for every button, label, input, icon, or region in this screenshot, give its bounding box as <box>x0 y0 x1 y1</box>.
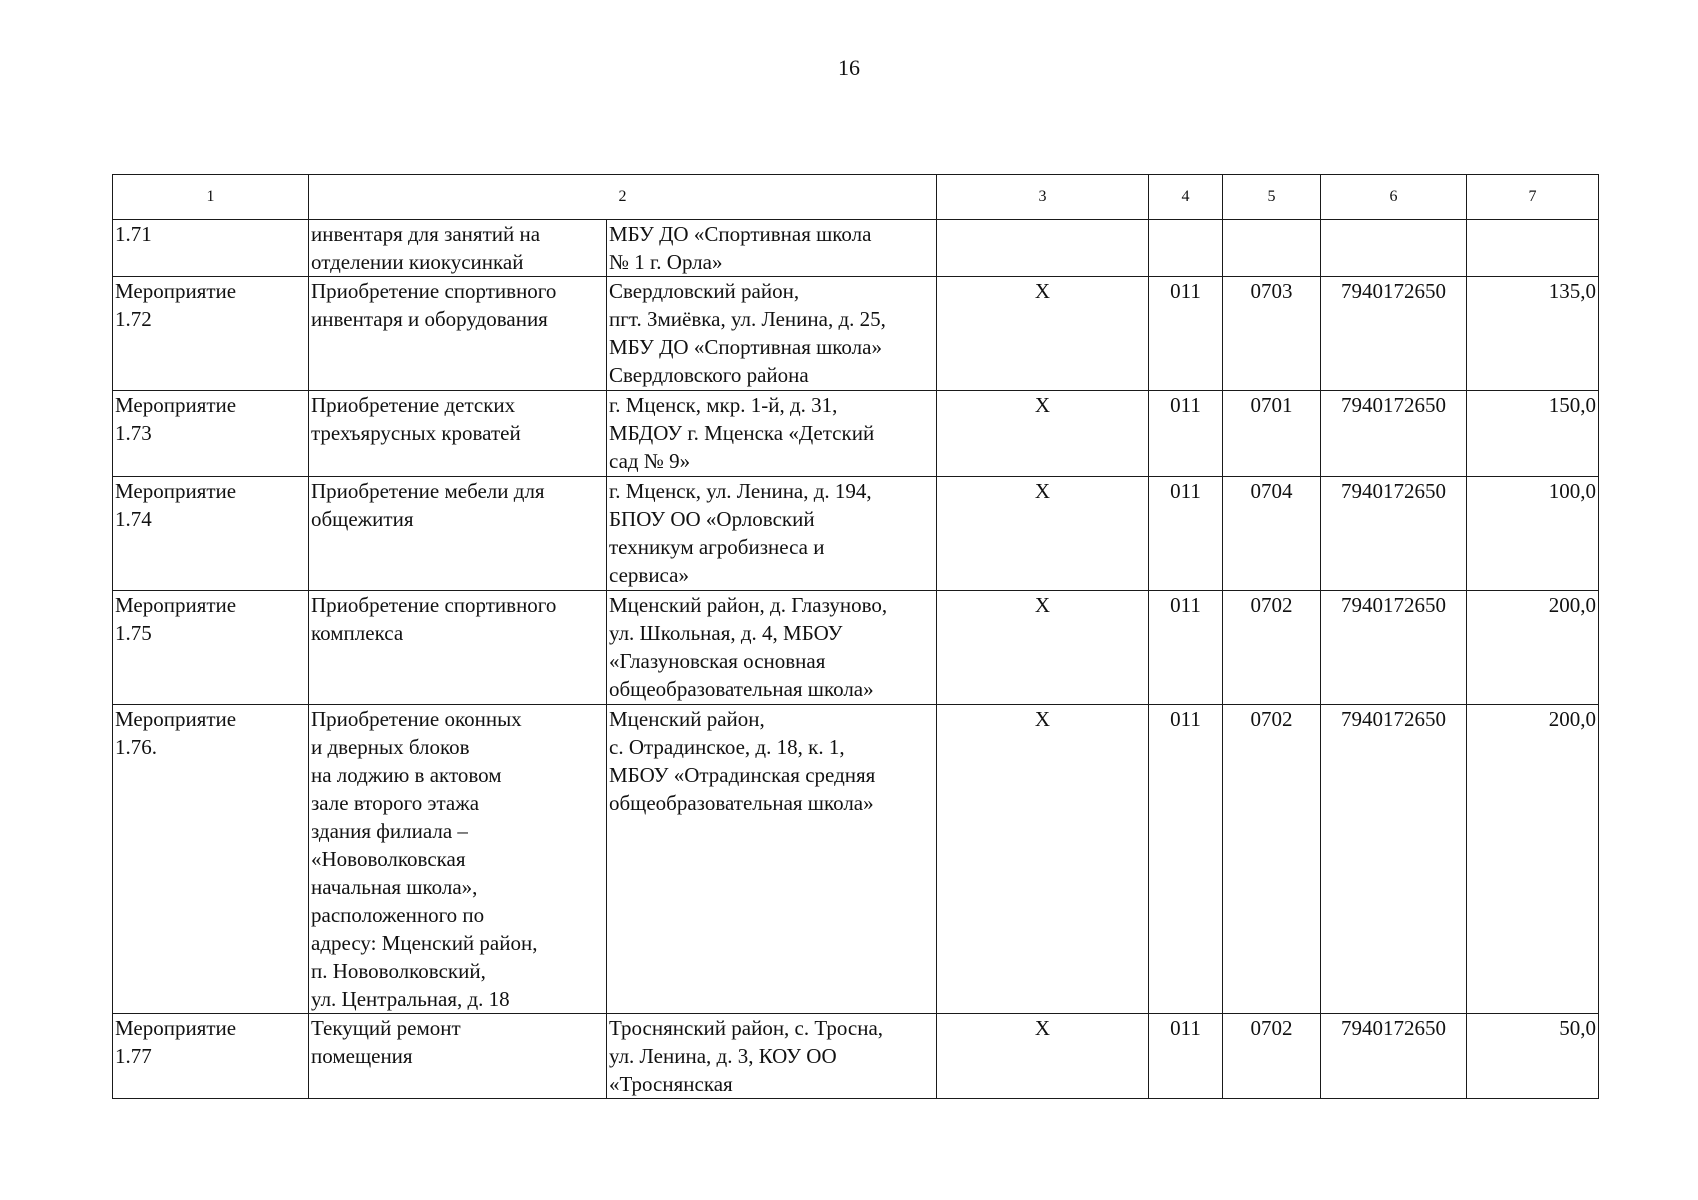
header-cell: 6 <box>1321 175 1467 220</box>
event-number-cell-line: 1.76. <box>115 735 157 759</box>
event-number-cell-line: 1.72 <box>115 307 152 331</box>
col7-amount-cell: 50,0 <box>1467 1014 1599 1099</box>
col6-cell: 7940172650 <box>1321 277 1467 391</box>
event-number-cell-line: Мероприятие <box>115 593 237 617</box>
event-name-cell-line: отделении киокусинкай <box>311 250 524 274</box>
location-cell-line: сервиса» <box>609 563 689 587</box>
header-cell: 4 <box>1149 175 1223 220</box>
col3-cell: X <box>937 591 1149 705</box>
col3-cell <box>937 220 1149 277</box>
table-row <box>113 220 1599 277</box>
event-number-cell-line: 1.77 <box>115 1044 152 1068</box>
header-cell: 2 <box>309 175 937 220</box>
col7-amount-cell: 100,0 <box>1467 477 1599 591</box>
col7-amount-cell <box>1467 220 1599 277</box>
table-row <box>113 591 1599 705</box>
event-name-cell-line: начальная школа», <box>311 875 478 899</box>
location-cell-line: Троснянский район, с. Тросна, <box>609 1016 884 1040</box>
location-cell-line: сад № 9» <box>609 449 691 473</box>
event-number-cell <box>113 391 309 477</box>
location-cell-line: г. Мценск, ул. Ленина, д. 194, <box>609 479 872 503</box>
location-cell-line: МБОУ «Отрадинская средняя <box>609 763 876 787</box>
location-cell <box>607 1014 937 1099</box>
table-row <box>113 391 1599 477</box>
col5-cell: 0702 <box>1223 1014 1321 1099</box>
location-cell <box>607 220 937 277</box>
location-cell <box>607 591 937 705</box>
event-name-cell <box>309 277 607 391</box>
location-cell-line: г. Мценск, мкр. 1-й, д. 31, <box>609 393 838 417</box>
location-cell-line: Свердловский район, <box>609 279 800 303</box>
location-cell-line: МБУ ДО «Спортивная школа <box>609 222 872 246</box>
location-cell-line: «Троснянская <box>609 1072 733 1096</box>
header-row <box>113 175 1599 220</box>
event-number-cell-line: 1.75 <box>115 621 152 645</box>
location-cell-line: Мценский район, д. Глазуново, <box>609 593 888 617</box>
event-name-cell-line: помещения <box>311 1044 413 1068</box>
event-number-cell-line: Мероприятие <box>115 707 237 731</box>
table-row <box>113 277 1599 391</box>
col3-cell: X <box>937 477 1149 591</box>
col5-cell: 0704 <box>1223 477 1321 591</box>
col6-cell: 7940172650 <box>1321 1014 1467 1099</box>
event-name-cell-line: «Нововолковская <box>311 847 466 871</box>
event-name-cell-line: комплекса <box>311 621 404 645</box>
header-cell: 3 <box>937 175 1149 220</box>
location-cell-line: общеобразовательная школа» <box>609 791 874 815</box>
table-row <box>113 705 1599 1014</box>
event-name-cell-line: Текущий ремонт <box>311 1016 461 1040</box>
event-name-cell-line: Приобретение спортивного <box>311 593 557 617</box>
col5-cell: 0701 <box>1223 391 1321 477</box>
event-number-cell <box>113 477 309 591</box>
col4-cell: 011 <box>1149 391 1223 477</box>
col6-cell: 7940172650 <box>1321 591 1467 705</box>
event-name-cell <box>309 477 607 591</box>
location-cell-line: «Глазуновская основная <box>609 649 826 673</box>
location-cell-line: МБУ ДО «Спортивная школа» <box>609 335 882 359</box>
col3-cell: X <box>937 391 1149 477</box>
event-name-cell-line: зале второго этажа <box>311 791 480 815</box>
event-name-cell-line: Приобретение детских <box>311 393 516 417</box>
location-cell-line: Мценский район, <box>609 707 765 731</box>
header-cell: 7 <box>1467 175 1599 220</box>
col6-cell: 7940172650 <box>1321 705 1467 1014</box>
event-name-cell <box>309 591 607 705</box>
location-cell-line: МБДОУ г. Мценска «Детский <box>609 421 875 445</box>
location-cell-line: БПОУ ОО «Орловский <box>609 507 815 531</box>
col4-cell: 011 <box>1149 277 1223 391</box>
event-number-cell-line: Мероприятие <box>115 279 237 303</box>
event-name-cell-line: расположенного по <box>311 903 485 927</box>
table-body <box>113 220 1599 1099</box>
table-row <box>113 1014 1599 1099</box>
event-name-cell <box>309 391 607 477</box>
col5-cell: 0702 <box>1223 591 1321 705</box>
event-number-cell <box>113 220 309 277</box>
col5-cell <box>1223 220 1321 277</box>
col4-cell: 011 <box>1149 591 1223 705</box>
event-name-cell <box>309 220 607 277</box>
col5-cell: 0703 <box>1223 277 1321 391</box>
location-cell <box>607 477 937 591</box>
header-cell: 1 <box>113 175 309 220</box>
header-cell: 5 <box>1223 175 1321 220</box>
col7-amount-cell: 135,0 <box>1467 277 1599 391</box>
event-number-cell-line: 1.74 <box>115 507 152 531</box>
event-name-cell-line: п. Нововолковский, <box>311 959 486 983</box>
event-name-cell-line: общежития <box>311 507 414 531</box>
event-number-cell-line: 1.73 <box>115 421 152 445</box>
event-name-cell-line: на лоджию в актовом <box>311 763 502 787</box>
event-name-cell-line: Приобретение спортивного <box>311 279 557 303</box>
event-name-cell <box>309 705 607 1014</box>
location-cell-line: Свердловского района <box>609 363 809 387</box>
location-cell-line: ул. Школьная, д. 4, МБОУ <box>609 621 843 645</box>
location-cell <box>607 277 937 391</box>
event-name-cell-line: адресу: Мценский район, <box>311 931 538 955</box>
location-cell-line: с. Отрадинское, д. 18, к. 1, <box>609 735 845 759</box>
event-number-cell <box>113 1014 309 1099</box>
col3-cell: X <box>937 1014 1149 1099</box>
location-cell-line: техникум агробизнеса и <box>609 535 825 559</box>
location-cell-line: № 1 г. Орла» <box>609 250 723 274</box>
budget-table <box>112 174 1599 1099</box>
col4-cell <box>1149 220 1223 277</box>
event-name-cell <box>309 1014 607 1099</box>
event-number-cell-line: Мероприятие <box>115 479 237 503</box>
event-name-cell-line: инвентаря для занятий на <box>311 222 541 246</box>
event-number-cell-line: 1.71 <box>115 222 152 246</box>
event-number-cell-line: Мероприятие <box>115 393 237 417</box>
event-number-cell-line: Мероприятие <box>115 1016 237 1040</box>
event-name-cell-line: и дверных блоков <box>311 735 470 759</box>
location-cell <box>607 705 937 1014</box>
col6-cell: 7940172650 <box>1321 391 1467 477</box>
event-name-cell-line: Приобретение мебели для <box>311 479 545 503</box>
event-number-cell <box>113 277 309 391</box>
col7-amount-cell: 200,0 <box>1467 705 1599 1014</box>
col6-cell <box>1321 220 1467 277</box>
event-name-cell-line: трехъярусных кроватей <box>311 421 521 445</box>
location-cell-line: общеобразовательная школа» <box>609 677 874 701</box>
event-name-cell-line: Приобретение оконных <box>311 707 522 731</box>
event-name-cell-line: здания филиала – <box>311 819 468 843</box>
col5-cell: 0702 <box>1223 705 1321 1014</box>
location-cell-line: пгт. Змиёвка, ул. Ленина, д. 25, <box>609 307 886 331</box>
location-cell-line: ул. Ленина, д. 3, КОУ ОО <box>609 1044 837 1068</box>
table-row <box>113 477 1599 591</box>
event-name-cell-line: ул. Центральная, д. 18 <box>311 987 510 1011</box>
col7-amount-cell: 200,0 <box>1467 591 1599 705</box>
col3-cell: X <box>937 277 1149 391</box>
location-cell <box>607 391 937 477</box>
col7-amount-cell: 150,0 <box>1467 391 1599 477</box>
col3-cell: X <box>937 705 1149 1014</box>
col6-cell: 7940172650 <box>1321 477 1467 591</box>
col4-cell: 011 <box>1149 705 1223 1014</box>
event-number-cell <box>113 705 309 1014</box>
col4-cell: 011 <box>1149 477 1223 591</box>
page-number: 16 <box>838 55 860 80</box>
event-name-cell-line: инвентаря и оборудования <box>311 307 548 331</box>
event-number-cell <box>113 591 309 705</box>
col4-cell: 011 <box>1149 1014 1223 1099</box>
